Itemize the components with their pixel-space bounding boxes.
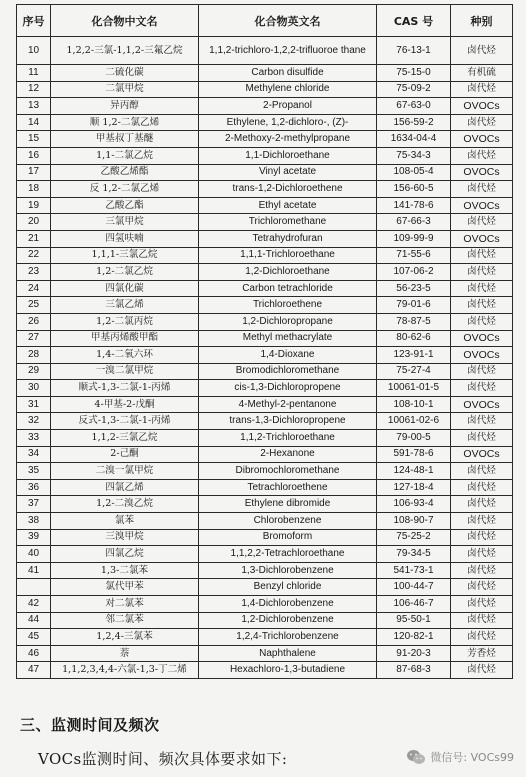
cell-chinese-name: 甲基丙烯酸甲酯 — [51, 330, 199, 347]
cell-index: 40 — [17, 546, 51, 563]
cell-chinese-name: 一溴二氯甲烷 — [51, 363, 199, 380]
cell-english-name: Trichloromethane — [199, 214, 377, 231]
table-row — [17, 396, 513, 413]
table-row — [17, 513, 513, 530]
cell-chinese-name: 1,1-二氯乙烷 — [51, 147, 199, 164]
table-row — [17, 562, 513, 579]
cell-english-name: Vinyl acetate — [199, 164, 377, 181]
cell-cas-number: 67-66-3 — [377, 214, 451, 231]
cell-cas-number: 95-50-1 — [377, 612, 451, 629]
table-row — [17, 114, 513, 131]
table-row — [17, 380, 513, 397]
cell-english-name: Tetrachloroethene — [199, 479, 377, 496]
table-row — [17, 612, 513, 629]
header-category: 种别 — [451, 5, 513, 37]
table-row — [17, 230, 513, 247]
voc-compound-table — [16, 4, 513, 679]
cell-cas-number: 108-90-7 — [377, 513, 451, 530]
cell-chinese-name: 三氯乙烯 — [51, 297, 199, 314]
cell-category: 卤代烃 — [451, 612, 513, 629]
table-row — [17, 446, 513, 463]
cell-chinese-name: 反 1,2-二氯乙烯 — [51, 181, 199, 198]
cell-cas-number: 106-46-7 — [377, 596, 451, 613]
cell-chinese-name: 1,4-二氧六环 — [51, 347, 199, 364]
table-row — [17, 662, 513, 679]
cell-chinese-name: 邻二氯苯 — [51, 612, 199, 629]
cell-cas-number: 108-05-4 — [377, 164, 451, 181]
table-header-row — [17, 5, 513, 37]
cell-index: 15 — [17, 131, 51, 148]
table-row — [17, 430, 513, 447]
cell-index: 46 — [17, 645, 51, 662]
cell-english-name: Bromoform — [199, 529, 377, 546]
table-row — [17, 147, 513, 164]
cell-cas-number: 71-55-6 — [377, 247, 451, 264]
table-row — [17, 496, 513, 513]
cell-english-name: 2-Hexanone — [199, 446, 377, 463]
cell-index — [17, 579, 51, 596]
section-heading: 三、监测时间及频次 — [20, 716, 160, 734]
cell-cas-number: 108-10-1 — [377, 396, 451, 413]
cell-chinese-name: 二硫化碳 — [51, 65, 199, 82]
cell-english-name: Trichloroethene — [199, 297, 377, 314]
cell-index: 23 — [17, 264, 51, 281]
cell-category: 卤代烃 — [451, 181, 513, 198]
cell-index: 36 — [17, 479, 51, 496]
cell-index: 29 — [17, 363, 51, 380]
cell-english-name: Ethylene, 1,2-dichloro-, (Z)- — [199, 114, 377, 131]
cell-cas-number: 87-68-3 — [377, 662, 451, 679]
cell-category: OVOCs — [451, 230, 513, 247]
cell-english-name: Hexachloro-1,3-butadiene — [199, 662, 377, 679]
table-row — [17, 247, 513, 264]
cell-category: 卤代烃 — [451, 81, 513, 98]
cell-chinese-name: 甲基叔丁基醚 — [51, 131, 199, 148]
cell-cas-number: 156-60-5 — [377, 181, 451, 198]
cell-english-name: Methylene chloride — [199, 81, 377, 98]
cell-category: 卤代烃 — [451, 430, 513, 447]
cell-index: 21 — [17, 230, 51, 247]
cell-index: 14 — [17, 114, 51, 131]
cell-index: 37 — [17, 496, 51, 513]
cell-english-name: Carbon disulfide — [199, 65, 377, 82]
table-row — [17, 197, 513, 214]
cell-english-name: Ethyl acetate — [199, 197, 377, 214]
cell-index: 24 — [17, 280, 51, 297]
table-row — [17, 98, 513, 115]
cell-chinese-name: 氯苯 — [51, 513, 199, 530]
cell-index: 17 — [17, 164, 51, 181]
watermark-text: 微信号: VOCs99 — [430, 751, 514, 764]
cell-english-name: 1,4-Dioxane — [199, 347, 377, 364]
table-row — [17, 131, 513, 148]
cell-cas-number: 109-99-9 — [377, 230, 451, 247]
cell-index: 39 — [17, 529, 51, 546]
cell-chinese-name: 4-甲基-2-戊酮 — [51, 396, 199, 413]
cell-english-name: 1,4-Dichlorobenzene — [199, 596, 377, 613]
cell-english-name: 4-Methyl-2-pentanone — [199, 396, 377, 413]
cell-index: 26 — [17, 313, 51, 330]
cell-category: 卤代烃 — [451, 529, 513, 546]
cell-index: 30 — [17, 380, 51, 397]
table-row — [17, 645, 513, 662]
table-row — [17, 214, 513, 231]
cell-english-name: Benzyl chloride — [199, 579, 377, 596]
cell-english-name: 2-Propanol — [199, 98, 377, 115]
cell-chinese-name: 1,1,2-三氯乙烷 — [51, 430, 199, 447]
cell-cas-number: 124-48-1 — [377, 463, 451, 480]
cell-index: 28 — [17, 347, 51, 364]
cell-index: 27 — [17, 330, 51, 347]
cell-chinese-name: 对二氯苯 — [51, 596, 199, 613]
table-row — [17, 181, 513, 198]
cell-index: 31 — [17, 396, 51, 413]
cell-category: 卤代烃 — [451, 513, 513, 530]
table-row — [17, 579, 513, 596]
table-row — [17, 330, 513, 347]
cell-cas-number: 591-78-6 — [377, 446, 451, 463]
cell-english-name: trans-1,2-Dichloroethene — [199, 181, 377, 198]
cell-english-name: 1,1,1-Trichloroethane — [199, 247, 377, 264]
cell-index: 10 — [17, 37, 51, 65]
cell-cas-number: 80-62-6 — [377, 330, 451, 347]
table-row — [17, 264, 513, 281]
cell-cas-number: 75-25-2 — [377, 529, 451, 546]
cell-cas-number: 10061-01-5 — [377, 380, 451, 397]
cell-category: 卤代烃 — [451, 562, 513, 579]
cell-category: 卤代烃 — [451, 37, 513, 65]
cell-category: 芳香烃 — [451, 645, 513, 662]
table-row — [17, 164, 513, 181]
cell-english-name: 1,2-Dichlorobenzene — [199, 612, 377, 629]
cell-cas-number: 76-13-1 — [377, 37, 451, 65]
cell-english-name: 1,2-Dichloroethane — [199, 264, 377, 281]
cell-category: 卤代烃 — [451, 380, 513, 397]
table-row — [17, 37, 513, 65]
cell-cas-number: 127-18-4 — [377, 479, 451, 496]
table-row — [17, 347, 513, 364]
cell-index: 45 — [17, 629, 51, 646]
table-row — [17, 546, 513, 563]
cell-index: 16 — [17, 147, 51, 164]
cell-category: 卤代烃 — [451, 496, 513, 513]
cell-cas-number: 156-59-2 — [377, 114, 451, 131]
cell-category: 卤代烃 — [451, 280, 513, 297]
cell-english-name: 1,3-Dichlorobenzene — [199, 562, 377, 579]
cell-chinese-name: 乙酸乙酯 — [51, 197, 199, 214]
cell-index: 18 — [17, 181, 51, 198]
cell-chinese-name: 四氯乙烷 — [51, 546, 199, 563]
cell-chinese-name: 三溴甲烷 — [51, 529, 199, 546]
cell-category: 卤代烃 — [451, 313, 513, 330]
cell-english-name: 1,2-Dichloropropane — [199, 313, 377, 330]
table-row — [17, 629, 513, 646]
section-body-text: VOCs监测时间、频次具体要求如下: — [38, 750, 288, 768]
header-chinese-name: 化合物中文名 — [51, 5, 199, 37]
table-row — [17, 280, 513, 297]
cell-chinese-name: 三氯甲烷 — [51, 214, 199, 231]
table-row — [17, 81, 513, 98]
cell-cas-number: 79-00-5 — [377, 430, 451, 447]
table-row — [17, 596, 513, 613]
cell-cas-number: 75-34-3 — [377, 147, 451, 164]
cell-cas-number: 75-27-4 — [377, 363, 451, 380]
cell-index: 13 — [17, 98, 51, 115]
cell-category: 卤代烃 — [451, 413, 513, 430]
cell-english-name: 1,1,2-Trichloroethane — [199, 430, 377, 447]
cell-cas-number: 141-78-6 — [377, 197, 451, 214]
cell-category: OVOCs — [451, 131, 513, 148]
cell-category: 卤代烃 — [451, 463, 513, 480]
cell-index: 12 — [17, 81, 51, 98]
cell-index: 25 — [17, 297, 51, 314]
cell-english-name: Bromodichloromethane — [199, 363, 377, 380]
cell-category: OVOCs — [451, 98, 513, 115]
cell-chinese-name: 顺式-1,3-二氯-1-丙烯 — [51, 380, 199, 397]
cell-chinese-name: 1,2-二氯乙烷 — [51, 264, 199, 281]
cell-english-name: cis-1,3-Dichloropropene — [199, 380, 377, 397]
cell-category: 卤代烃 — [451, 579, 513, 596]
cell-english-name: Ethylene dibromide — [199, 496, 377, 513]
cell-category: 卤代烃 — [451, 479, 513, 496]
cell-cas-number: 75-15-0 — [377, 65, 451, 82]
cell-category: 卤代烃 — [451, 546, 513, 563]
cell-english-name: Methyl methacrylate — [199, 330, 377, 347]
cell-chinese-name: 1,1,2,3,4,4-六氯-1,3-丁二烯 — [51, 662, 199, 679]
cell-english-name: trans-1,3-Dichloropropene — [199, 413, 377, 430]
cell-cas-number: 67-63-0 — [377, 98, 451, 115]
cell-english-name: 1,2,4-Trichlorobenzene — [199, 629, 377, 646]
cell-category: OVOCs — [451, 396, 513, 413]
wechat-icon — [406, 749, 426, 765]
cell-english-name: 1,1,2-trichloro-1,2,2-trifluoroe thane — [199, 37, 377, 65]
table-row — [17, 297, 513, 314]
cell-english-name: Naphthalene — [199, 645, 377, 662]
cell-cas-number: 56-23-5 — [377, 280, 451, 297]
cell-chinese-name: 顺 1,2-二氯乙烯 — [51, 114, 199, 131]
cell-category: OVOCs — [451, 347, 513, 364]
cell-english-name: 2-Methoxy-2-methylpropane — [199, 131, 377, 148]
table-row — [17, 65, 513, 82]
header-cas: CAS 号 — [377, 5, 451, 37]
cell-cas-number: 107-06-2 — [377, 264, 451, 281]
cell-category: 卤代烃 — [451, 147, 513, 164]
table-row — [17, 413, 513, 430]
cell-index: 44 — [17, 612, 51, 629]
cell-category: 卤代烃 — [451, 662, 513, 679]
cell-chinese-name: 1,2-二氯丙烷 — [51, 313, 199, 330]
cell-cas-number: 100-44-7 — [377, 579, 451, 596]
cell-chinese-name: 四氯乙烯 — [51, 479, 199, 496]
table-body — [17, 37, 513, 679]
cell-category: OVOCs — [451, 164, 513, 181]
cell-category: OVOCs — [451, 197, 513, 214]
table-row — [17, 363, 513, 380]
cell-cas-number: 75-09-2 — [377, 81, 451, 98]
cell-category: 有机硫 — [451, 65, 513, 82]
cell-category: OVOCs — [451, 330, 513, 347]
cell-index: 34 — [17, 446, 51, 463]
cell-index: 33 — [17, 430, 51, 447]
cell-index: 11 — [17, 65, 51, 82]
cell-category: 卤代烃 — [451, 247, 513, 264]
cell-chinese-name: 1,2-二溴乙烷 — [51, 496, 199, 513]
cell-chinese-name: 氯代甲苯 — [51, 579, 199, 596]
cell-english-name: Chlorobenzene — [199, 513, 377, 530]
cell-index: 41 — [17, 562, 51, 579]
cell-index: 19 — [17, 197, 51, 214]
cell-category: 卤代烃 — [451, 596, 513, 613]
cell-chinese-name: 二氯甲烷 — [51, 81, 199, 98]
cell-cas-number: 106-93-4 — [377, 496, 451, 513]
cell-cas-number: 120-82-1 — [377, 629, 451, 646]
cell-cas-number: 79-01-6 — [377, 297, 451, 314]
cell-english-name: Carbon tetrachloride — [199, 280, 377, 297]
cell-chinese-name: 1,1,1-三氯乙烷 — [51, 247, 199, 264]
cell-chinese-name: 异丙醇 — [51, 98, 199, 115]
cell-category: 卤代烃 — [451, 114, 513, 131]
cell-cas-number: 1634-04-4 — [377, 131, 451, 148]
cell-index: 47 — [17, 662, 51, 679]
cell-category: 卤代烃 — [451, 363, 513, 380]
cell-index: 38 — [17, 513, 51, 530]
cell-chinese-name: 2-己酮 — [51, 446, 199, 463]
table-row — [17, 529, 513, 546]
header-index: 序号 — [17, 5, 51, 37]
cell-index: 32 — [17, 413, 51, 430]
cell-chinese-name: 乙酸乙烯酯 — [51, 164, 199, 181]
cell-index: 22 — [17, 247, 51, 264]
cell-cas-number: 91-20-3 — [377, 645, 451, 662]
table-row — [17, 479, 513, 496]
table-row — [17, 463, 513, 480]
cell-cas-number: 10061-02-6 — [377, 413, 451, 430]
cell-index: 20 — [17, 214, 51, 231]
cell-category: 卤代烃 — [451, 629, 513, 646]
cell-chinese-name: 四氯化碳 — [51, 280, 199, 297]
cell-category: OVOCs — [451, 446, 513, 463]
cell-cas-number: 123-91-1 — [377, 347, 451, 364]
header-english-name: 化合物英文名 — [199, 5, 377, 37]
cell-category: 卤代烃 — [451, 297, 513, 314]
cell-category: 卤代烃 — [451, 214, 513, 231]
cell-chinese-name: 1,2,4-三氯苯 — [51, 629, 199, 646]
cell-chinese-name: 1,2,2-三氯-1,1,2-三氟乙烷 — [51, 37, 199, 65]
cell-chinese-name: 反式-1,3-二氯-1-丙烯 — [51, 413, 199, 430]
cell-english-name: Tetrahydrofuran — [199, 230, 377, 247]
cell-cas-number: 78-87-5 — [377, 313, 451, 330]
cell-chinese-name: 四氢呋喃 — [51, 230, 199, 247]
cell-chinese-name: 萘 — [51, 645, 199, 662]
table-row — [17, 313, 513, 330]
cell-english-name: Dibromochloromethane — [199, 463, 377, 480]
cell-chinese-name: 二溴一氯甲烷 — [51, 463, 199, 480]
cell-index: 42 — [17, 596, 51, 613]
cell-english-name: 1,1,2,2-Tetrachloroethane — [199, 546, 377, 563]
cell-category: 卤代烃 — [451, 264, 513, 281]
cell-chinese-name: 1,3-二氯苯 — [51, 562, 199, 579]
wechat-watermark — [406, 749, 514, 765]
cell-english-name: 1,1-Dichloroethane — [199, 147, 377, 164]
cell-cas-number: 541-73-1 — [377, 562, 451, 579]
cell-index: 35 — [17, 463, 51, 480]
cell-cas-number: 79-34-5 — [377, 546, 451, 563]
